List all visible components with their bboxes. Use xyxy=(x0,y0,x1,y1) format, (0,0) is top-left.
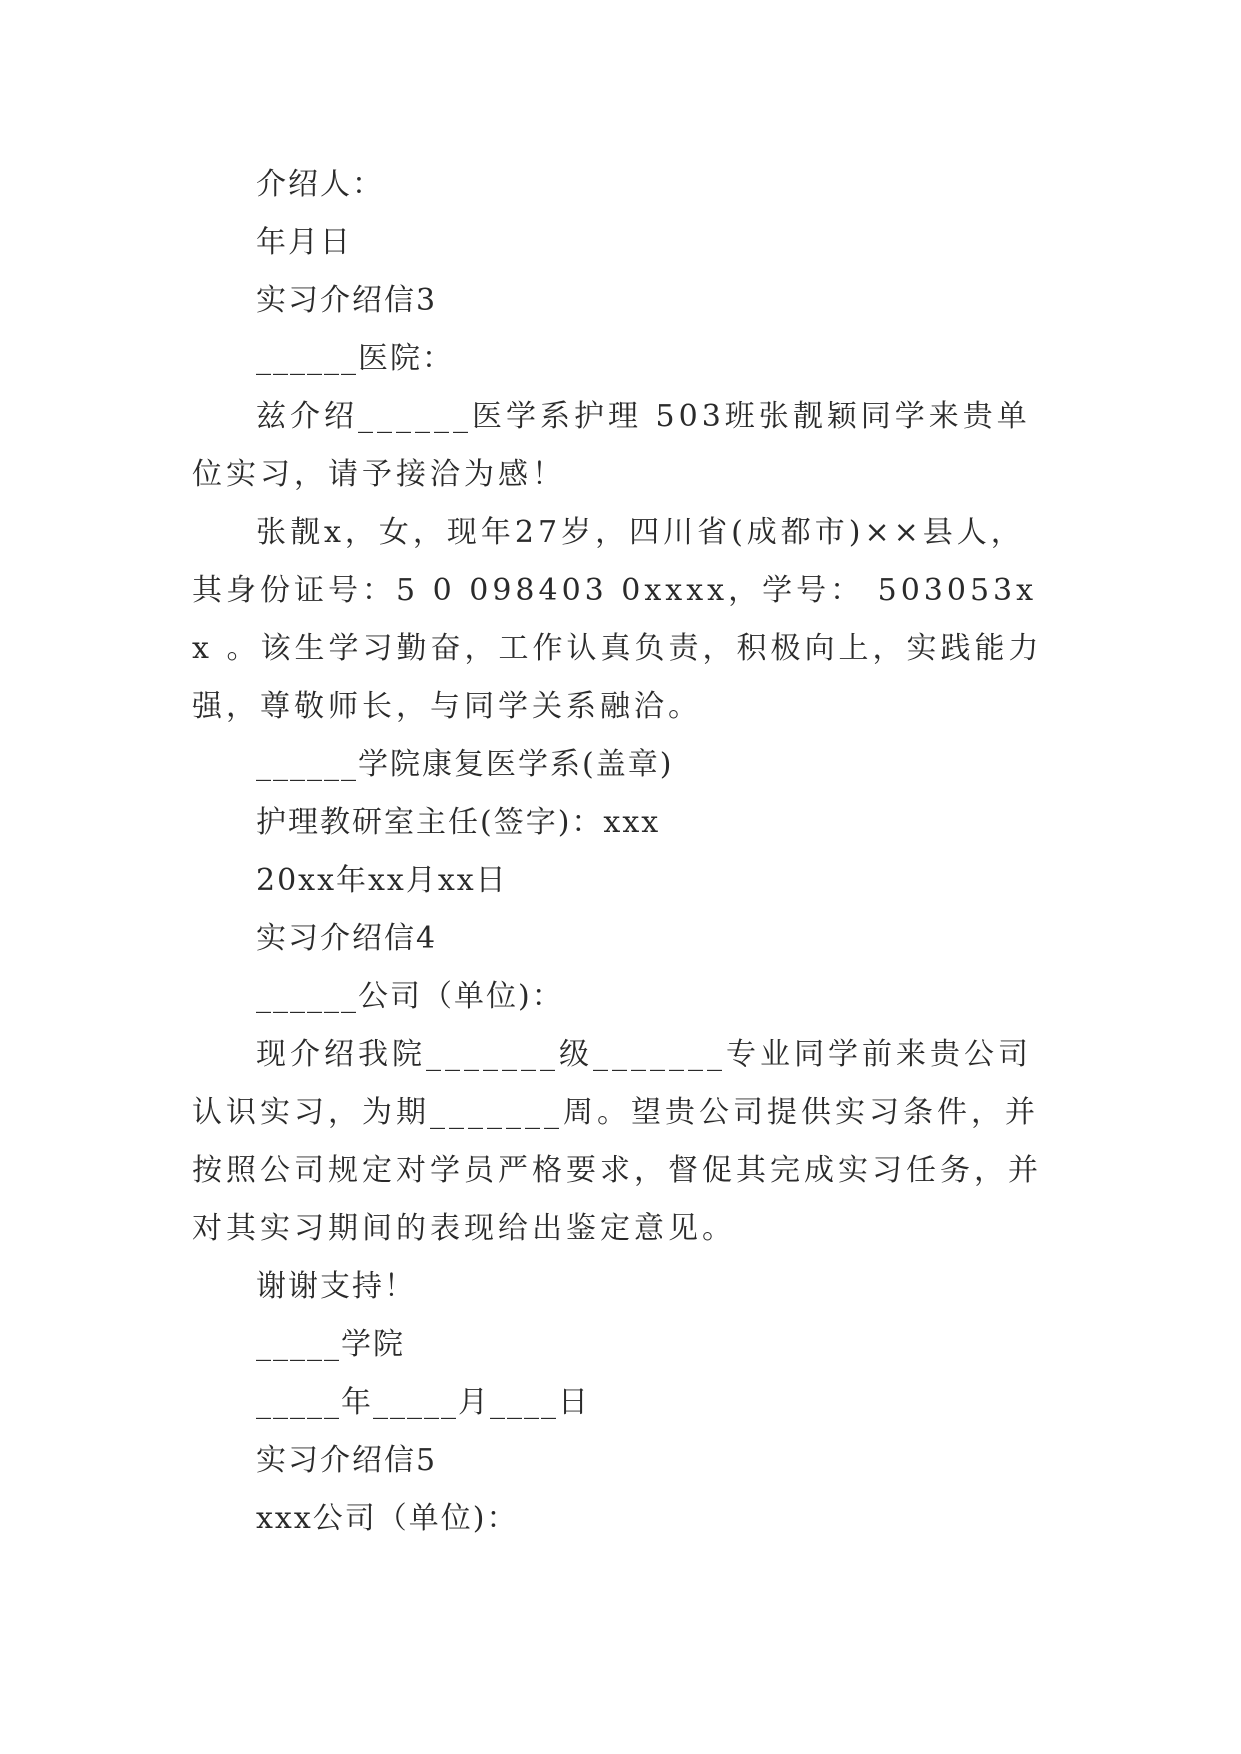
letter-3-student-paragraph: 张靓x，女，现年27岁，四川省(成都市)××县人，其身份证号：5 0 098403 0xxxx，学号： 503053xx 。该生学习勤奋，工作认真负责，积极向上，实践能力强，尊敬师长，与同学关系融洽。 xyxy=(192,515,1043,724)
letter-5-recipient: xxx公司（单位)： xyxy=(256,1501,519,1536)
letter-5-heading: 实习介绍信5 xyxy=(256,1443,438,1478)
letter-4-institution: _____学院 xyxy=(256,1327,405,1362)
date-line: 年月日 xyxy=(256,225,352,260)
letter-3-signature: 护理教研室主任(签字)：xxx xyxy=(256,805,661,840)
letter-4-heading: 实习介绍信4 xyxy=(256,921,438,956)
letter-3-institution-seal: ______学院康复医学系(盖章) xyxy=(256,747,674,782)
letter-4-recipient: ______公司（单位)： xyxy=(256,979,564,1014)
letter-3-intro-paragraph: 兹介绍______医学系护理 503班张靓颖同学来贵单位实习，请予接洽为感！ xyxy=(192,399,1031,492)
letter-3-heading: 实习介绍信3 xyxy=(256,283,438,318)
document-page xyxy=(192,156,1054,1548)
letter-4-thanks: 谢谢支持！ xyxy=(256,1269,416,1304)
introducer-line: 介绍人： xyxy=(256,167,384,202)
letter-4-date: _____年_____月____日 xyxy=(256,1385,590,1420)
letter-3-recipient: ______医院： xyxy=(256,341,454,376)
letter-4-body-paragraph: 现介绍我院_______级_______专业同学前来贵公司认识实习，为期_______周。望贵公司提供实习条件，并按照公司规定对学员严格要求，督促其完成实习任务，并对其实习期间的表现给出鉴定意见。 xyxy=(192,1037,1042,1246)
letter-3-date: 20xx年xx月xx日 xyxy=(256,863,508,898)
